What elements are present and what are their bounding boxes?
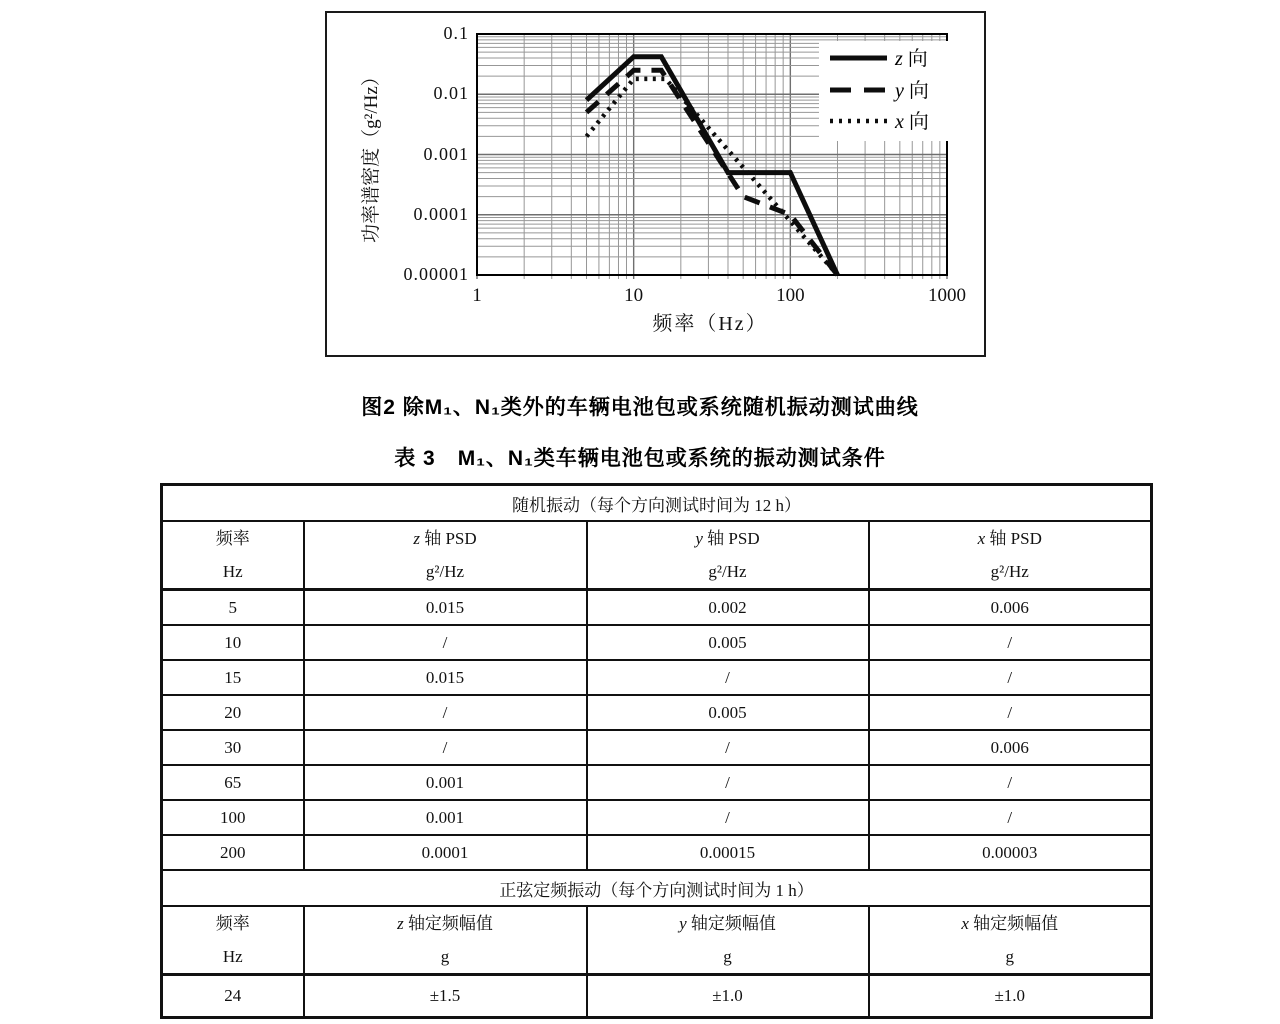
value-cell: 0.0001 [304,835,587,870]
section-title: 随机振动（每个方向测试时间为 12 h） [162,485,1152,522]
value-cell: / [869,800,1152,835]
table-caption: 表 3 M₁、N₁类车辆电池包或系统的振动测试条件 [394,447,886,470]
section-title-row [162,870,1152,906]
x-tick-label: 100 [776,285,805,306]
column-header-row [162,906,1152,975]
frequency-cell: 24 [162,975,304,1018]
series-x-line [587,79,838,275]
section-title: 正弦定频振动（每个方向测试时间为 1 h） [162,870,1152,906]
column-header-cell: z 轴定频幅值 g [304,906,587,975]
frequency-cell: 30 [162,730,304,765]
x-tick-label: 1000 [928,285,966,306]
value-cell: / [869,625,1152,660]
legend-label-x: x 向 [895,111,929,133]
value-cell: ±1.0 [587,975,869,1018]
column-header-cell: z 轴 PSD g²/Hz [304,521,587,590]
value-cell: 0.005 [587,695,869,730]
value-cell: 0.006 [869,730,1152,765]
value-cell: / [304,625,587,660]
legend-label-y: y 向 [895,80,929,102]
column-header-cell: x 轴 PSD g²/Hz [869,521,1152,590]
value-cell: 0.005 [587,625,869,660]
frequency-cell: 10 [162,625,304,660]
y-tick-label: 0.1 [443,23,469,43]
table-row [162,800,1152,835]
value-cell: / [304,695,587,730]
value-cell: 0.006 [869,590,1152,626]
table-row [162,660,1152,695]
legend-label-z: z 向 [895,48,928,70]
column-header-cell: y 轴定频幅值 g [587,906,869,975]
table-row [162,765,1152,800]
value-cell: 0.002 [587,590,869,626]
value-cell: / [587,765,869,800]
value-cell: / [304,730,587,765]
table-row [162,730,1152,765]
value-cell: / [587,660,869,695]
value-cell: 0.00015 [587,835,869,870]
frequency-cell: 200 [162,835,304,870]
figure-caption: 图2 除M₁、N₁类外的车辆电池包或系统随机振动测试曲线 [361,396,919,419]
value-cell: / [869,765,1152,800]
table-row [162,975,1152,1018]
value-cell: / [869,695,1152,730]
frequency-cell: 20 [162,695,304,730]
table-row [162,835,1152,870]
y-tick-label: 0.0001 [413,203,469,224]
value-cell: ±1.0 [869,975,1152,1018]
column-header-cell: 频率 Hz [162,521,304,590]
table-row [162,625,1152,660]
y-axis-title: 功率谱密度（g²/Hz） [361,67,382,243]
table-row [162,695,1152,730]
value-cell: ±1.5 [304,975,587,1018]
section-title-row [162,485,1152,522]
value-cell: 0.015 [304,660,587,695]
y-tick-label: 0.01 [433,83,469,104]
y-tick-label: 0.001 [423,143,469,164]
chart-legend [819,41,949,141]
column-header-cell: x 轴定频幅值 g [869,906,1152,975]
x-tick-label: 1 [472,285,482,306]
frequency-cell: 65 [162,765,304,800]
column-header-cell: y 轴 PSD g²/Hz [587,521,869,590]
value-cell: 0.015 [304,590,587,626]
vibration-test-conditions-table [160,483,1153,1019]
value-cell: 0.00003 [869,835,1152,870]
x-axis-title: 频率（Hz） [652,313,768,335]
value-cell: 0.001 [304,765,587,800]
table-row [162,590,1152,626]
value-cell: 0.001 [304,800,587,835]
column-header-row [162,521,1152,590]
column-header-cell: 频率 Hz [162,906,304,975]
frequency-cell: 5 [162,590,304,626]
figure-2-random-vibration-chart [325,11,986,357]
x-tick-label: 10 [624,285,644,306]
value-cell: / [869,660,1152,695]
frequency-cell: 15 [162,660,304,695]
value-cell: / [587,730,869,765]
y-tick-label: 0.00001 [403,264,469,284]
value-cell: / [587,800,869,835]
frequency-cell: 100 [162,800,304,835]
